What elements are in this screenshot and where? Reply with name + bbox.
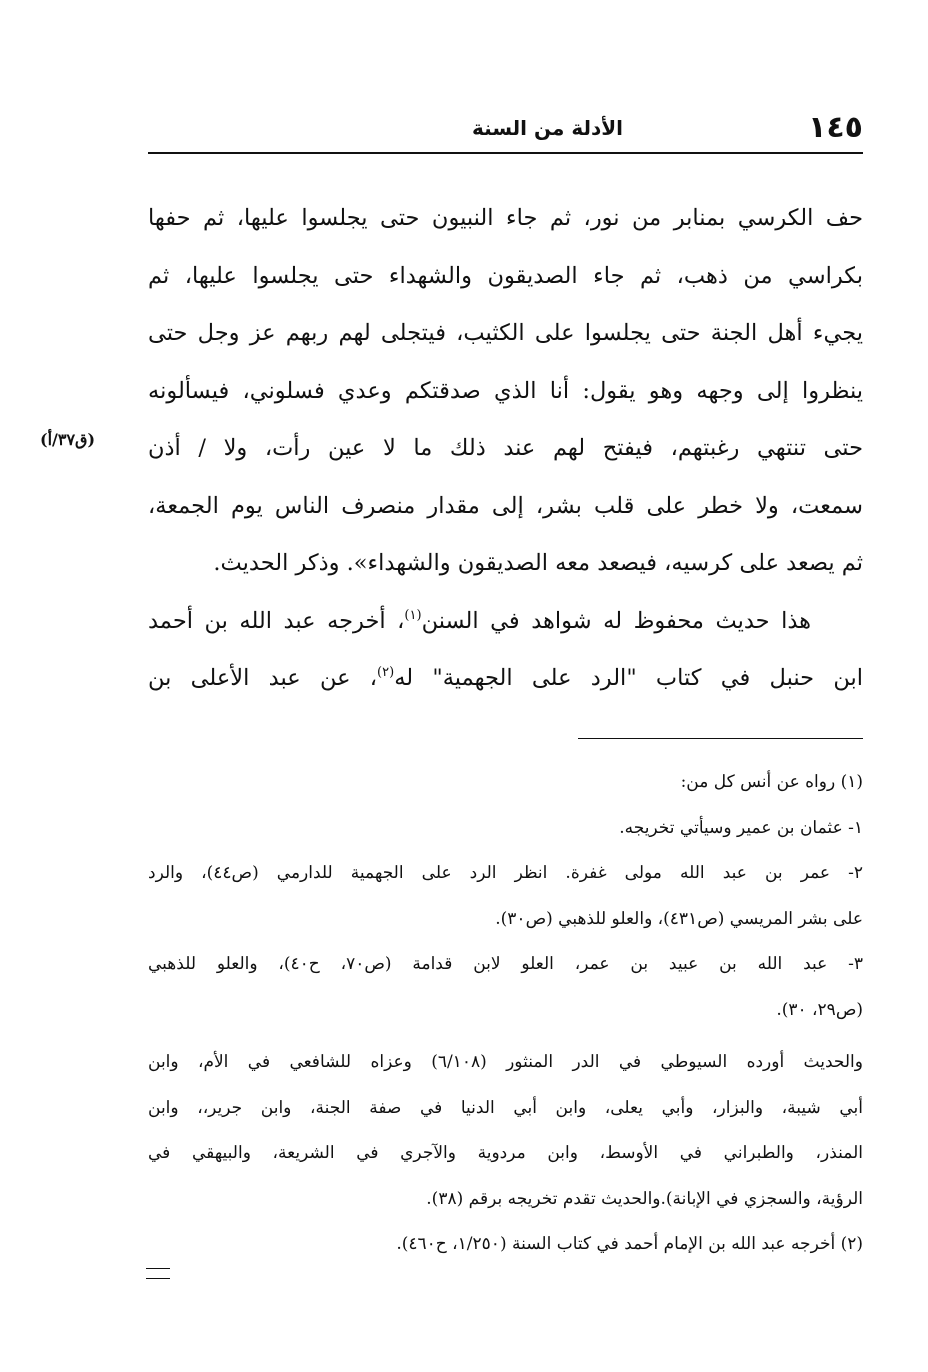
footnote-line: على بشر المريسي (ص٤٣١)، والعلو للذهبي (ص٣٠). bbox=[495, 908, 863, 929]
footnote-line: أبي شيبة، والبزار، وأبي يعلى، وابن أبي الدنيا في صفة الجنة، وابن جرير،، وابن bbox=[148, 1097, 863, 1118]
text-line: يجيء أهل الجنة حتى يجلسوا على الكثيب، فيتجلى لهم ربهم عز وجل حتى bbox=[148, 320, 863, 346]
text-segment: ، أخرجه عبد الله بن أحمد bbox=[148, 607, 405, 634]
text-line: بكراسي من ذهب، ثم جاء الصديقون والشهداء حتى يجلسوا عليها، ثم bbox=[148, 262, 863, 289]
text-line: ينظروا إلى وجهه وهو يقول: أنا الذي صدقتكم وعدي فسلوني، فيسألونه bbox=[148, 377, 863, 404]
footnote-line: والحديث أورده السيوطي في الدر المنثور (٦/١٠٨) وعزاه للشافعي في الأم، وابن bbox=[148, 1052, 863, 1072]
text-line: سمعت، ولا خطر على قلب بشر، إلى مقدار منصرف الناس يوم الجمعة، bbox=[148, 492, 863, 519]
footnote-line: ٢- عمر بن عبد الله مولى غفرة. انظر الرد على الجهمية للدارمي (ص٤٤)، والرد bbox=[148, 863, 863, 883]
footnote-ref-2[interactable]: (٢) bbox=[377, 665, 395, 680]
footnote-ref-1[interactable]: (١) bbox=[404, 607, 422, 623]
text-line bbox=[148, 650, 863, 708]
footnote-line: (١) رواه عن أنس كل من: bbox=[680, 772, 863, 792]
page-header bbox=[148, 108, 863, 154]
text-segment: ابن حنبل في كتاب "الرد على الجهمية" له bbox=[394, 665, 863, 691]
page-number: ١٤٥ bbox=[808, 110, 863, 145]
footnote-line: ١- عثمان بن عمير وسيأتي تخريجه. bbox=[619, 817, 863, 838]
text-line: ثم يصعد على كرسيه، فيصعد معه الصديقون والشهداء». وذكر الحديث. bbox=[213, 550, 863, 576]
text-segment: ، عن عبد الأعلى بن bbox=[148, 665, 378, 691]
footnote-line: (ص٢٩، ٣٠). bbox=[776, 999, 863, 1020]
end-mark bbox=[146, 1268, 170, 1279]
text-segment: هذا حديث محفوظ له شواهد في السنن bbox=[421, 607, 811, 634]
main-text bbox=[148, 190, 863, 708]
footnote-separator bbox=[578, 738, 863, 739]
text-line bbox=[148, 593, 863, 651]
manuscript-folio-note: (ق٣٧/أ) bbox=[40, 430, 96, 449]
footnote-line: المنذر، والطبراني في الأوسط، وابن مردوية والآجري في الشريعة، والبيهقي في bbox=[148, 1143, 863, 1163]
footnote-line: ٣- عبد الله بن عبيد بن عمر، العلو لابن قدامة (ص٧٠، ح٤٠)، والعلو للذهبي bbox=[148, 954, 863, 974]
footnote-line: الرؤية، والسجزي في الإبانة).والحديث تقدم تخريجه برقم (٣٨). bbox=[426, 1188, 863, 1209]
footnote-line: (٢) أخرجه عبد الله بن الإمام أحمد في كتاب السنة (١/٢٥٠، ح٤٦٠). bbox=[396, 1234, 863, 1254]
text-line: حف الكرسي بمنابر من نور، ثم جاء النبيون حتى يجلسوا عليها، ثم حفها bbox=[148, 205, 863, 231]
running-title: الأدلة من السنة bbox=[472, 116, 623, 140]
footnotes bbox=[148, 760, 863, 1268]
text-line: حتى تنتهي رغبتهم، فيفتح لهم عند ذلك ما لا عين رأت، ولا / أذن bbox=[148, 435, 863, 461]
